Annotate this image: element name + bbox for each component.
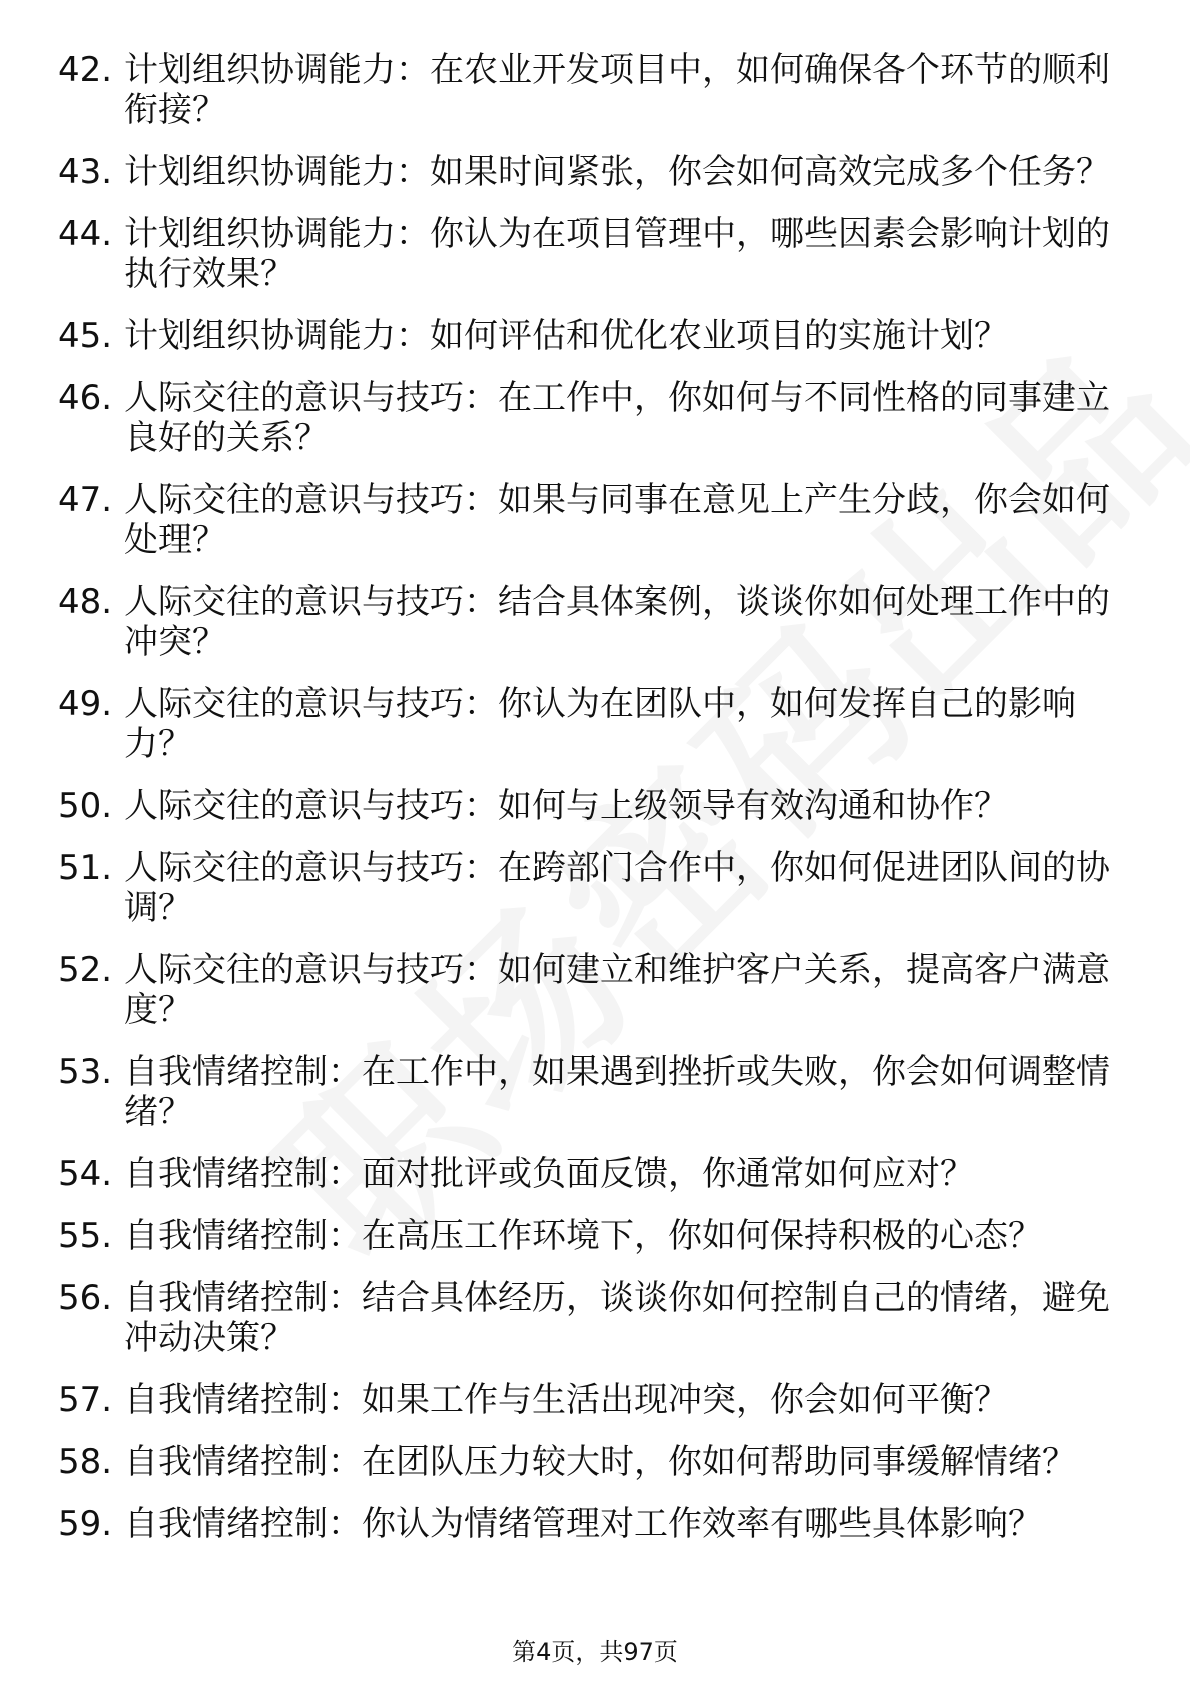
item-text: 自我情绪控制：在团队压力较大时，你如何帮助同事缓解情绪？ (124, 1442, 1076, 1482)
page-number-label: 第4页，共97页 (512, 1638, 678, 1666)
list-item (58, 214, 1138, 294)
list-item (58, 950, 1138, 1030)
item-number: 53. (58, 1052, 113, 1092)
page-footer (0, 1632, 1190, 1667)
list-item (58, 378, 1138, 458)
item-number: 48. (58, 582, 113, 622)
item-text: 人际交往的意识与技巧：如何与上级领导有效沟通和协作？ (124, 786, 1008, 826)
item-number: 44. (58, 214, 113, 254)
list-item (58, 1052, 1138, 1132)
list-item (58, 1442, 1138, 1482)
item-number: 54. (58, 1154, 113, 1194)
list-item (58, 786, 1138, 826)
item-number: 45. (58, 316, 113, 356)
list-item (58, 316, 1138, 356)
list-item (58, 684, 1138, 764)
item-text: 人际交往的意识与技巧：如果与同事在意见上产生分歧，你会如何处理？ (124, 480, 1110, 560)
item-text: 自我情绪控制：结合具体经历，谈谈你如何控制自己的情绪，避免冲动决策？ (124, 1278, 1110, 1358)
item-text: 自我情绪控制：在工作中，如果遇到挫折或失败，你会如何调整情绪？ (124, 1052, 1110, 1132)
list-item (58, 848, 1138, 928)
item-number: 56. (58, 1278, 113, 1318)
item-number: 51. (58, 848, 113, 888)
item-number: 58. (58, 1442, 113, 1482)
item-number: 57. (58, 1380, 113, 1420)
item-text: 人际交往的意识与技巧：如何建立和维护客户关系，提高客户满意度？ (124, 950, 1110, 1030)
list-item (58, 1504, 1138, 1544)
item-text: 自我情绪控制：你认为情绪管理对工作效率有哪些具体影响？ (124, 1504, 1042, 1544)
item-number: 47. (58, 480, 113, 520)
item-number: 55. (58, 1216, 113, 1256)
item-text: 自我情绪控制：面对批评或负面反馈，你通常如何应对？ (124, 1154, 974, 1194)
list-item (58, 152, 1138, 192)
item-number: 46. (58, 378, 113, 418)
item-text: 计划组织协调能力：如果时间紧张，你会如何高效完成多个任务？ (124, 152, 1110, 192)
item-number: 42. (58, 50, 113, 90)
item-number: 50. (58, 786, 113, 826)
list-item (58, 1216, 1138, 1256)
list-item (58, 1380, 1138, 1420)
item-text: 人际交往的意识与技巧：在跨部门合作中，你如何促进团队间的协调？ (124, 848, 1110, 928)
item-number: 59. (58, 1504, 113, 1544)
list-item (58, 50, 1138, 130)
item-text: 自我情绪控制：在高压工作环境下，你如何保持积极的心态？ (124, 1216, 1042, 1256)
list-item (58, 480, 1138, 560)
item-text: 人际交往的意识与技巧：结合具体案例，谈谈你如何处理工作中的冲突？ (124, 582, 1110, 662)
list-item (58, 1278, 1138, 1358)
item-text: 计划组织协调能力：在农业开发项目中，如何确保各个环节的顺利衔接？ (124, 50, 1110, 130)
item-text: 人际交往的意识与技巧：你认为在团队中，如何发挥自己的影响力？ (124, 684, 1076, 764)
list-item (58, 582, 1138, 662)
item-text: 计划组织协调能力：如何评估和优化农业项目的实施计划？ (124, 316, 1008, 356)
item-number: 43. (58, 152, 113, 192)
item-text: 人际交往的意识与技巧：在工作中，你如何与不同性格的同事建立良好的关系？ (124, 378, 1110, 458)
item-number: 49. (58, 684, 113, 724)
list-item (58, 1154, 1138, 1194)
question-list (58, 50, 1138, 1566)
item-number: 52. (58, 950, 113, 990)
item-text: 计划组织协调能力：你认为在项目管理中，哪些因素会影响计划的执行效果？ (124, 214, 1110, 294)
item-text: 自我情绪控制：如果工作与生活出现冲突，你会如何平衡？ (124, 1380, 1008, 1420)
